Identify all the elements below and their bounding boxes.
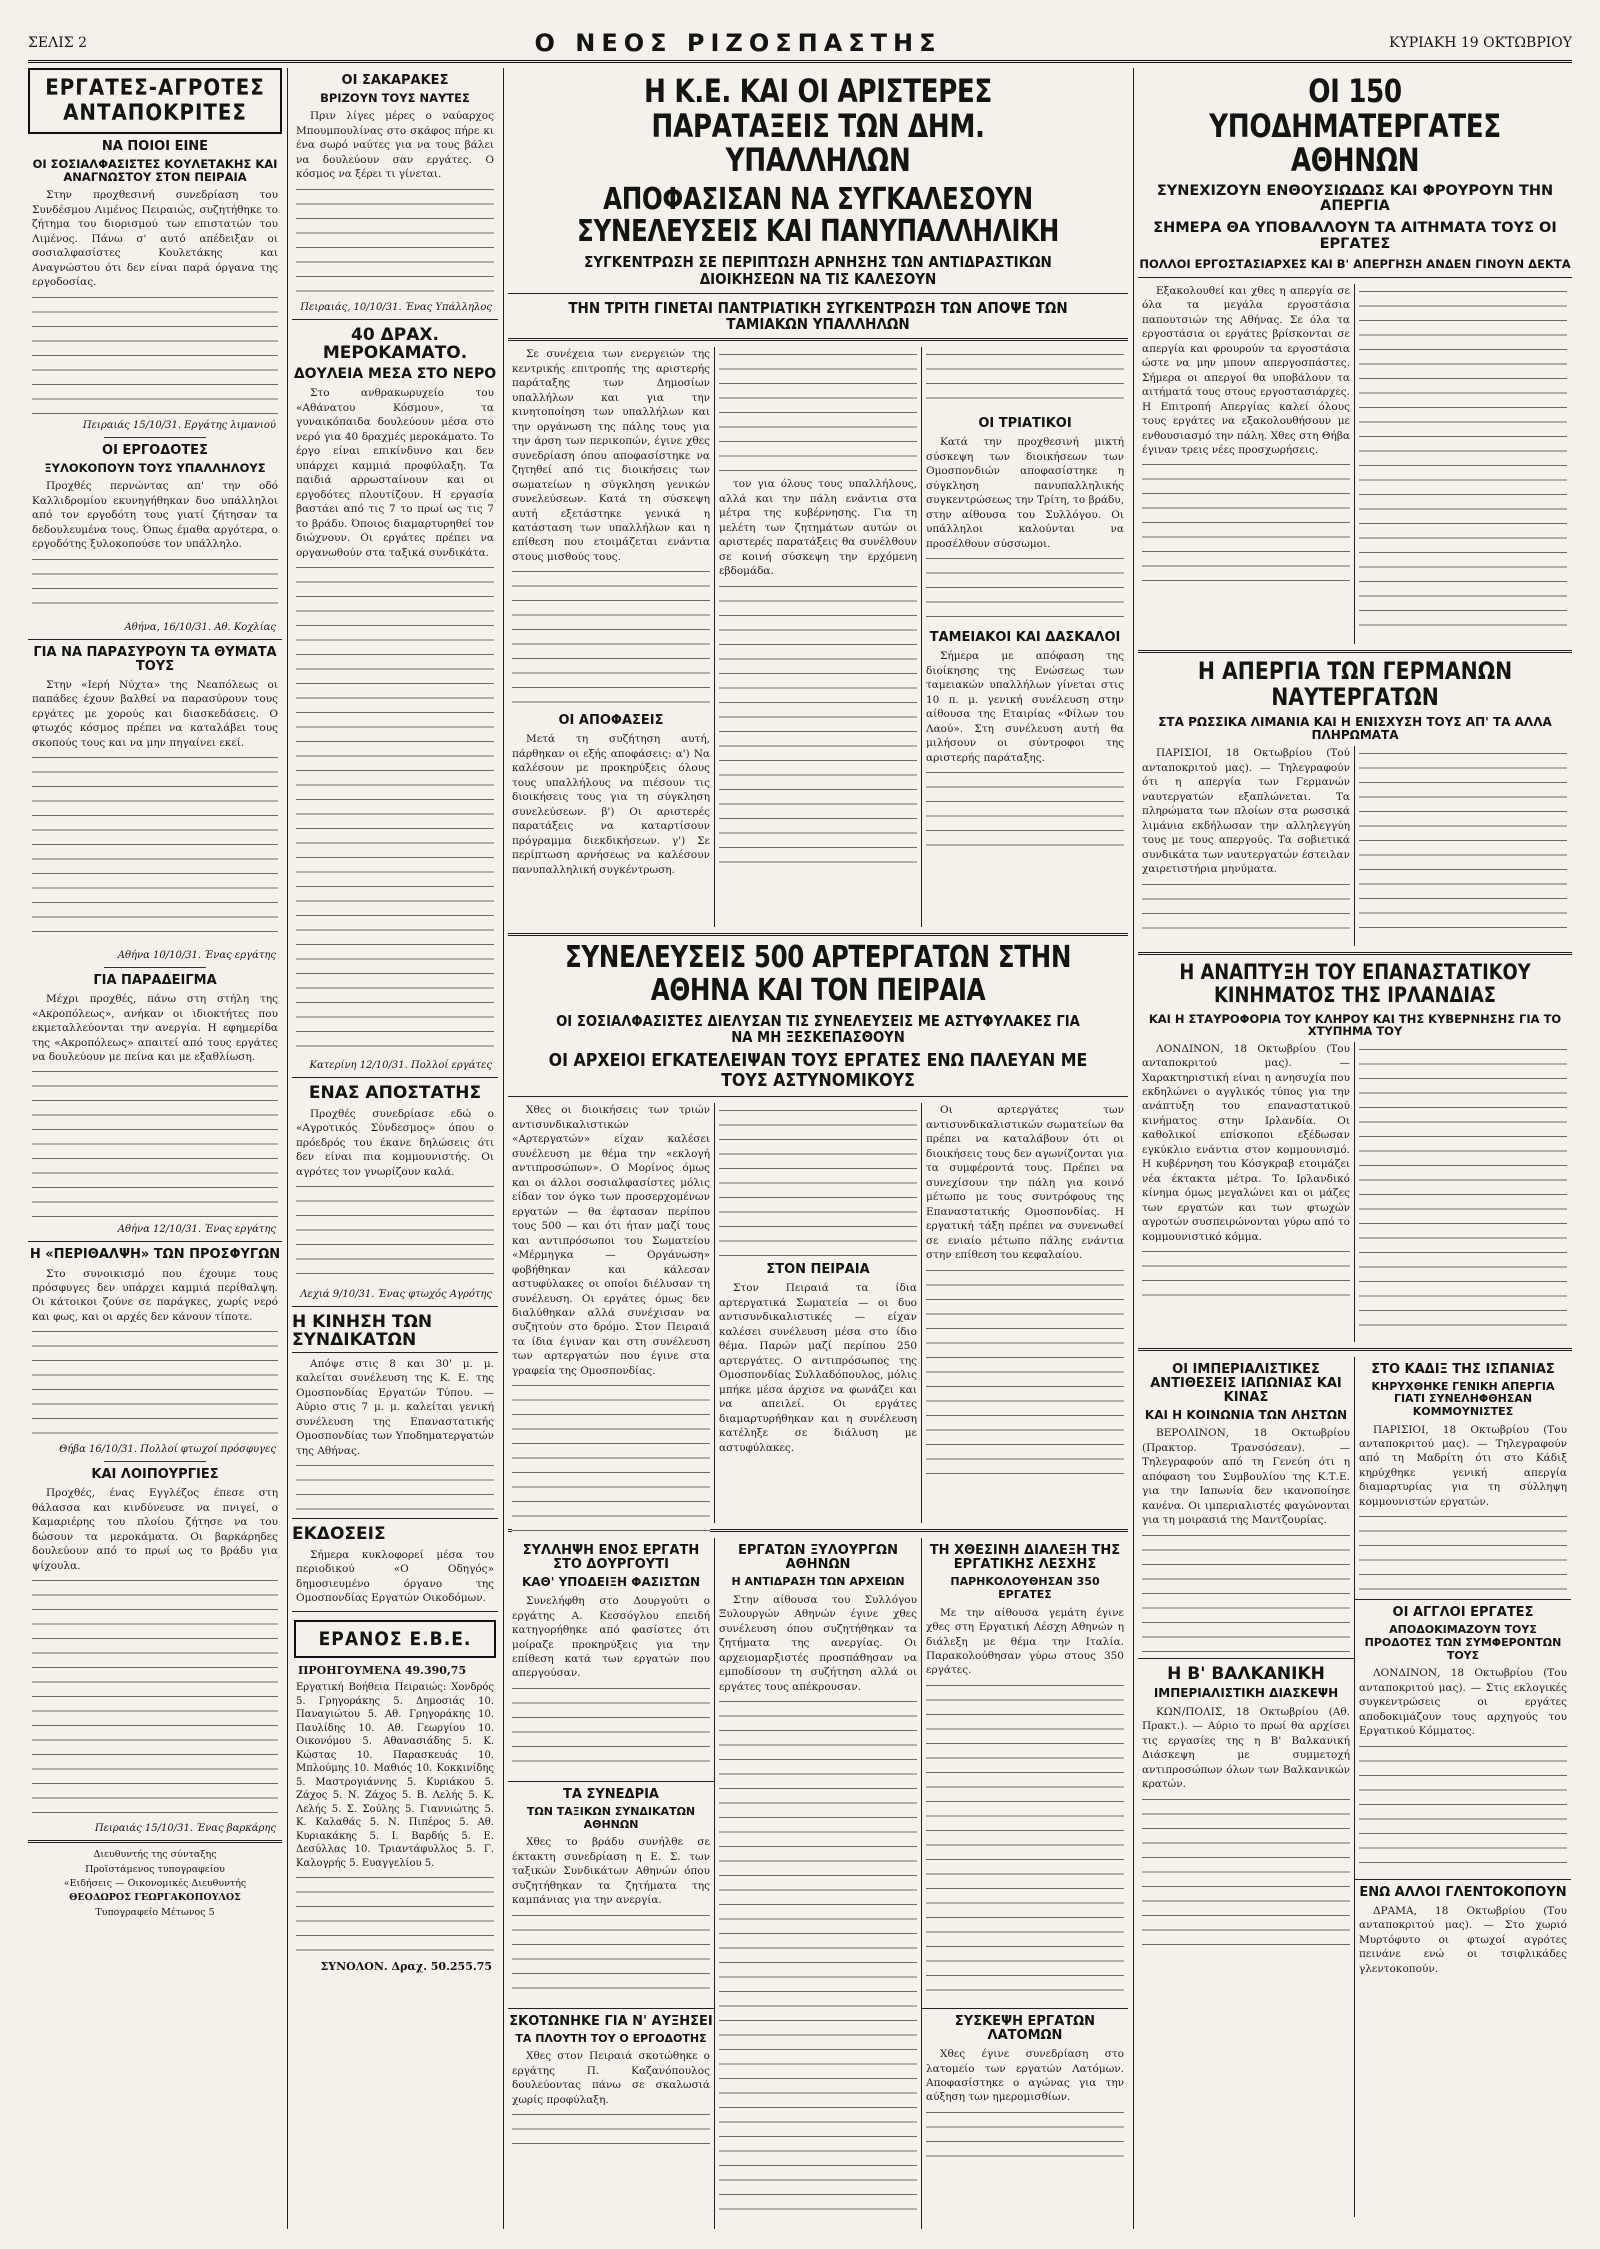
main-subheadline: ΣΥΓΚΕΝΤΡΩΣΗ ΣΕ ΠΕΡΙΠΤΩΣΗ ΑΡΝΗΣΗΣ ΤΩΝ ΑΝΤΙΔΡΑΣΤΙΚΩΝ ΔΙΟΙΚΗΣΕΩΝ ΝΑ ΤΙΣ ΚΑΛΕΣΟΥΝ [584,253,1052,288]
main-subheadline-2: ΤΗΝ ΤΡΙΤΗ ΓΙΝΕΤΑΙ ΠΑΝΤΡΙΑΤΙΚΗ ΣΥΓΚΕΝΤΡΩΣΗ ΤΩΝ ΑΠΟΨΕ ΤΩΝ ΤΑΜΙΑΚΩΝ ΥΠΑΛΛΗΛΩΝ [568,298,1068,333]
article-head: ΟΙ ΕΡΓΟΔΟΤΕΣ [102,442,208,458]
imprint-line: Τυπογραφείο Μέτωνος 5 [95,1906,215,1918]
article-head: 40 ΔΡΑΧ. ΜΕΡΟΚΑΜΑΤΟ. [322,324,468,364]
article-subhead: ΔΟΥΛΕΙΑ ΜΕΣΑ ΣΤΟ ΝΕΡΟ [293,366,497,383]
article-head: Η Β' ΒΑΛΚΑΝΙΚΗ [1167,1663,1325,1684]
article-body: Πριν λίγες μέρες ο ναύαρχος Μπουμπουλίνας στο σκάφος πήρε κι ένα σωρό ναύτες για να τους βάλει να δουλεύουν σαν εργάτες. Ο κόσμος να ξέρει τι γίνεται. [296,110,494,181]
masthead [28,26,1572,63]
divider [508,293,1128,294]
article-head: ΟΙ ΑΓΓΛΟΙ ΕΡΓΑΤΕΣ [1392,1605,1534,1621]
article-body: Στην προχθεσινή συνεδρίαση του Συνδέσμου Λιμένος Πειραιώς, συζητήθηκε το ζήτημα του διορισμού των επιστατών του Λιμένος. Πάνω σ' αυτό απέδειξαν οι σοσιαλφασίστες Κουλετάκης και Αναγνώστου ότι δεν είναι παρά όργανα της εργοδοσίας. [32,189,278,289]
article-body: Με την αίθουσα γεμάτη έγινε χθες στη Εργατική Λέσχη Αθηνών η διάλεξη με θέμα την Ιταλία. Παρακολούθησαν γύρω στους 350 εργάτες. [926,1606,1124,1677]
ireland-subheadline: ΚΑΙ Η ΣΤΑΥΡΟΦΟΡΙΑ ΤΟΥ ΚΛΗΡΟΥ ΚΑΙ ΤΗΣ ΚΥΒΕΡΝΗΣΗΣ ΓΙΑ ΤΟ ΧΤΥΠΗΜΑ ΤΟΥ [1148,1011,1562,1039]
divider [104,1461,206,1462]
article-body: Προχθές, ένας Εγγλέζος έπεσε στη θάλασσα και κινδύνευσε να πνιγεί, ο Καμαριέρης του πλοίου ζήτησε να του δώσουν τα μεροκάματα. Οι βαρκάρηδες δουλεύουν από το πρωί ως το βράδυ για ψίχουλα. [32,1487,278,1572]
main-headline: Η Κ.Ε. ΚΑΙ ΟΙ ΑΡΙΣΤΕΡΕΣ ΠΑΡΑΤΑΞΕΙΣ ΤΩΝ ΔΗΜ. ΥΠΑΛΛΗΛΩΝ [644,72,992,180]
article-text-continued [512,1685,710,1775]
article-text-continued [926,1267,1124,1477]
article-body: Χθες έγινε συνεδρίαση στο λατομείο των εργατών Λατόμων. Αποφασίστηκε ο αγώνας για την αύξηση των ημερομισθίων. [926,2048,1124,2104]
article-text-continued [512,1382,710,1532]
article-subhead: ΙΜΠΕΡΙΑΛΙΣΤΙΚΗ ΔΙΑΣΚΕΨΗ [1153,1686,1339,1701]
story-column [714,347,921,927]
divider [508,1096,1128,1097]
article-head: ΟΙ ΣΑΚΑΡΑΚΕΣ [341,73,449,88]
divider [508,2008,714,2009]
lower-briefs [508,1538,1128,2229]
article-body: Στην αίθουσα του Συλλόγου Ξυλουργών Αθηνών έγινε χθες συνέλευση όπου συζητήθηκαν τα ζητήματα της ανεργίας. Οι αρχειομαρξιστές προσπάθησαν να εμποδίσουν τη συζήτηση αλλά οι εργάτες τους απέκρουσαν. [719,1593,917,1693]
article-text-continued [1359,1046,1567,1326]
main-story-columns [508,347,1128,927]
article-head: ΟΙ ΑΠΟΦΑΣΕΙΣ [558,713,664,729]
article-body: ΚΩΝ/ΠΟΛΙΣ, 18 Οκτωβρίου (Αθ. Πρακτ.). — Αύριο το πρωί θα αρχίσει τις εργασίες της η Β' Βαλκανική Διάσκεψη με συμμετοχή αντιπροσώπων όλων των Βαλκανικών κρατών. [1142,1705,1350,1791]
article-signature: Κατερίνη 12/10/31. Πολλοί εργάτες [309,1060,492,1072]
divider [508,933,1128,936]
divider [292,1077,498,1078]
column-4 [1138,68,1572,2229]
fund-drive-heading: ΕΡΑΝΟΣ Ε.Β.Ε. [294,1620,496,1658]
article-text-continued [32,556,278,616]
german-strike-headline: Η ΑΠΕΡΓΙΑ ΤΩΝ ΓΕΡΜΑΝΩΝ ΝΑΥΤΕΡΓΑΤΩΝ [1197,656,1513,711]
article-text-continued [296,1183,494,1283]
unions-movement-heading: Η ΚΙΝΗΣΗ ΤΩΝ ΣΥΝΔΙΚΑΤΩΝ [292,1313,498,1353]
shoemakers-headline: ΟΙ 150 ΥΠΟΔΗΜΑΤΕΡΓΑΤΕΣ ΑΘΗΝΩΝ [1209,72,1501,180]
divider [508,1781,714,1782]
article-subhead: ΤΩΝ ΤΑΞΙΚΩΝ ΣΥΝΔΙΚΑΤΩΝ ΑΘΗΝΩΝ [526,1805,696,1831]
column-rule [503,68,504,2229]
article-head: ΣΥΛΛΗΨΗ ΕΝΟΣ ΕΡΓΑΤΗ ΣΤΟ ΔΟΥΡΓΟΥΤΙ [522,1543,700,1573]
article-body: Χθες στον Πειραιά σκοτώθηκε ο εργάτης Π. Καζανόπουλος δουλεύοντας πάνω σε σκαλωσιά χωρίς προφύλαξη. [512,2050,710,2106]
article-text-continued [512,2111,710,2151]
story-column [921,1103,1128,1523]
article-body: ΠΑΡΙΣΙΟΙ, 18 Οκτωβρίου (Τού ανταποκριτού μας). — Τηλεγραφούν ότι η απεργία των Γερμανών ναυτεργατών εξαπλώνεται. Τα πληρώματα των πλοίων στα ρωσσικά λιμάνια εκδήλωσαν την αλληλεγγύη τους με τους απεργούς. Τα σοβιετικά συνδικάτα των ναυτεργατών έστειλαν χαιρετιστήρια μηνύματα. [1142,747,1350,876]
article-text-continued [32,754,278,944]
divider [104,967,206,968]
article-text-continued [1142,1532,1350,1652]
article-body: Οι αρτεργάτες των αντισυνδικαλιστικών σωματείων θα πρέπει να καταλάβουν ότι οι διοικήσεις τους δεν αγωνίζονται για τα συμφέροντά τους. Πρέπει να συνεχίσουν την πάλη για κοινό μέτωπο με τους συντρόφους της Επαναστατικής Ομοσπονδίας. Η εργατική τάξη πρέπει να συνενωθεί σε ενιαίο μέτωπο πάλης ενάντια στην επίθεση του κεφαλαίου. [926,1104,1124,1262]
section-box-correspondents: ΕΡΓΑΤΕΣ-ΑΓΡΟΤΕΣ ΑΝΤΑΠΟΚΡΙΤΕΣ [28,68,282,134]
shoemakers-subheadline: ΣΥΝΕΧΙΖΟΥΝ ΕΝΘΟΥΣΙΩΔΩΣ ΚΑΙ ΦΡΟΥΡΟΥΝ ΤΗΝ ΑΠΕΡΓΙΑ [1156,182,1554,215]
article-subhead: ΚΑΙ Η ΚΟΙΝΩΝΙΑ ΤΩΝ ΛΗΣΤΩΝ [1144,1407,1348,1422]
article-text-continued [32,1577,278,1817]
divider [28,1840,282,1843]
article-head: Η «ΠΕΡΙΘΑΛΨΗ» ΤΩΝ ΠΡΟΣΦΥΓΩΝ [29,1247,281,1263]
article-head: ΟΙ ΙΜΠΕΡΙΑΛΙΣΤΙΚΕΣ ΑΝΤΙΘΕΣΕΙΣ ΙΑΠΩΝΙΑΣ ΚΑΙ ΚΙΝΑΣ [1150,1361,1342,1405]
article-text-continued [32,1328,278,1438]
article-body: Προχθές συνεδρίασε εδώ ο «Αγροτικός Σύνδεσμος» όπου ο πρόεδρός του έκανε δηλώσεις ότι δεν είναι πια κομμουνιστής. Οι αγρότες τον γνωρίζουν καλά. [296,1107,494,1178]
imprint-line: Προϊστάμενος τυπογραφείου [85,1863,225,1875]
column-2 [292,68,498,2229]
shoemakers-subheadline-2: ΣΗΜΕΡΑ ΘΑ ΥΠΟΒΑΛΛΟΥΝ ΤΑ ΑΙΤΗΜΑΤΑ ΤΟΥΣ ΟΙ ΕΡΓΑΤΕΣ [1153,219,1557,252]
article-body: ΒΕΡΟΛΙΝΟΝ, 18 Οκτωβρίου (Πρακτορ. Τρανσόσεαν). — Τηλεγραφούν από τη Γενεύη ότι η απόφαση του Συμβουλίου της Κ.Τ.Ε. για την Ιαπωνία δεν ικανοποίησε κανένα. Οι ιμπεριαλιστές φαγώνονται για τη μοιρασιά της Μαντζουρίας. [1142,1427,1350,1527]
article-head: ΟΙ ΤΡΙΑΤΙΚΟΙ [978,416,1072,432]
story-column [921,1538,1128,2229]
bakers-subheadline: ΟΙ ΣΟΣΙΑΛΦΑΣΙΣΤΕΣ ΔΙΕΛΥΣΑΝ ΤΙΣ ΣΥΝΕΛΕΥΣΕΙΣ ΜΕ ΑΣΤΥΦΥΛΑΚΕΣ ΓΙΑ ΝΑ ΜΗ ΞΕΣΚΕΠΑΣΘΟΥΝ [556,1011,1080,1047]
divider [1138,650,1572,653]
article-text-continued [1142,1796,1350,1946]
imprint-line: «Ειδήσεις — Οικονομικές Διευθυντής [63,1878,247,1890]
article-signature: Θήβα 16/10/31. Πολλοί φτωχοί πρόσφυγες [59,1444,276,1456]
story-column [1354,1357,1571,2217]
article-text-continued [296,564,494,1054]
article-body: Απόψε στις 8 και 30' μ. μ. καλείται συνέλευση της Κ. Ε. της Ομοσπονδίας Εργατών Τύπου. — Αύριο στις 7 μ. μ. καλείται γενική συνέλευση της Επαναστατικής Ομοσπονδίας των Υποδηματεργατών της Αθήνας. [296,1357,494,1457]
article-subhead: Η ΑΝΤΙΔΡΑΣΗ ΤΩΝ ΑΡΧΕΙΩΝ [731,1575,905,1589]
foreign-briefs [1138,1357,1572,2217]
divider [1355,1879,1571,1880]
article-text-continued [1142,881,1350,931]
article-text-continued [926,351,1124,411]
article-text-continued [1359,750,1567,930]
article-head: ΕΝΑΣ ΑΠΟΣΤΑΤΗΣ [308,1083,482,1104]
article-text-continued [512,1912,710,2002]
article-subhead: ΤΑ ΠΛΟΥΤΗ ΤΟΥ Ο ΕΡΓΟΔΟΤΗΣ [515,2031,707,2045]
fund-contributors-list: Εργατική Βοήθεια Πειραιώς: Χονδρός 5. Γρηγοράκης 5. Δημοσιάς 10. Παναγιώτου 5. Αθ. Γρηγοράκης 10. Παυλίδης 10. Αθ. Γεωργίου 10. Οικονόμου 5. Αθανασιάδης 5. Κ. Κώστας 10. Παρασκευάς 10. Μπλούμης 10. Μαθιός 10. Κοκκινίδης 5. Μαστρογιάννης 5. Κυριάκου 5. Ζάχος 5. Ν. Ζάχος 5. Β. Λελής 5. Κ. Λελής 5. Σ. Σούλης 5. Γιαννιώτης 5. Κ. Καλαθάς 5. Ν. Πιπέρος 5. Αθ. Κυριακάκης 5. Ι. Βαρδής 5. Ε. Δεσύλλας 10. Τριαντάφυλλος 5. Γ. Καλογρής 5. Ευαγγελίου 5. [296,1682,494,1869]
divider [1138,952,1572,955]
story-column [1354,284,1571,644]
article-text-continued [32,1068,278,1218]
article-text-continued [296,186,494,296]
article-body: Στην «Ιερή Νύχτα» της Νεαπόλεως οι παπάδες έχουν βαλθεί να παρασύρουν τους εργάτες με χορούς και διασκεδάσεις. Ο φτωχός κόσμος πρέπει να καταλάβει τους σκοπούς τους και να μην πηγαίνει εκεί. [32,678,278,749]
article-body: Χθες το βράδυ συνήλθε σε έκτακτη συνεδρίαση η Ε. Σ. των ταξικών Συνδικάτων Αθηνών όπου συζητήθηκαν τα ζητήματα της καμπάνιας για την ανεργία. [512,1836,710,1907]
article-signature: Πειραιάς 15/10/31. Ένας βαρκάρης [94,1823,276,1835]
article-signature: Πειραιάς, 10/10/31. Ένας Υπάλληλος [300,301,492,313]
article-head: ΣΥΣΚΕΨΗ ΕΡΓΑΤΩΝ ΛΑΤΟΜΩΝ [954,2013,1096,2043]
story-column [508,347,714,927]
fund-grand-total: ΣΥΝΟΛΟΝ. Δραχ. 50.255.75 [320,1960,492,1974]
column-rule [1133,68,1134,2229]
article-head: ΣΚΟΤΩΝΗΚΕ ΓΙΑ Ν' ΑΥΞΗΣΕΙ [509,2013,713,2029]
bakers-story-columns [508,1103,1128,1523]
article-text-continued [719,1698,917,2218]
masthead-right: ΚΥΡΙΑΚΗ 19 ΟΚΤΩΒΡΙΟΥ [1389,35,1572,51]
divider [1355,1599,1571,1600]
article-body: Χθες οι διοικήσεις των τριών αντισυνδικαλιστικών «Αρτεργατών» είχαν καλέσει συνέλευση με θέμα την «εκλογή αντιπροσώπων». Ο Μορίνος όμως και οι άλλοι σοσιαλφασίστες μόλις είδαν τον όγκο των προσερχομένων εργατών — θα έφτασαν περίπου τους 500 — και ότι ήταν μαζί τους και αντιπρόσωποι του Σωματείου «Μέρμηγκα — Οργάνωση» φοβήθηκαν και κάλεσαν αστυφύλακες οι οποίοι διέλυσαν τη συνέλευση. Οι εργάτες όμως δεν διαλύθηκαν αλλά συνέχισαν να συζητούν στο δρόμο. Στον Πειραιά τα ίδια έγιναν και στη συνέλευση των αρτεργατών που έγινε στα γραφεία της Ομοσπονδίας. [512,1104,710,1377]
article-text-continued [719,583,917,873]
article-head: ΣΤΟΝ ΠΕΙΡΑΙΑ [766,1262,870,1278]
story-column [1138,284,1354,644]
divider [922,2008,1128,2009]
article-head: ΕΡΓΑΤΩΝ ΞΥΛΟΥΡΓΩΝ ΑΘΗΝΩΝ [738,1543,898,1573]
divider [104,437,206,438]
article-text-continued [1359,1513,1567,1593]
story-column [921,347,1128,927]
article-body: Σήμερα κυκλοφορεί μέσα του περιοδικού «Ο Οδηγός» δημοσιευμένο όργανο της Ομοσπονδίας Εργατών Οικοδόμων. [296,1548,494,1604]
article-signature: Λεχιά 9/10/31. Ένας φτωχός Αγρότης [300,1289,492,1301]
article-body: Προχθές περνώντας απ' την οδό Καλλιδρομίου εκυνηγήθηκαν δυο υπάλληλοι από τον εργοδότη τους γιατί ζήτησαν τα δεδουλευμένα τους. Όπως έμαθα αργότερα, ο εργοδότης ξυλοκοπούσε τον υπάλληλο. [32,480,278,551]
bakers-subheadline-2: ΟΙ ΑΡΧΕΙΟΙ ΕΓΚΑΤΕΛΕΙΨΑΝ ΤΟΥΣ ΕΡΓΑΤΕΣ ΕΝΩ ΠΑΛΕΥΑΝ ΜΕ ΤΟΥΣ ΑΣΤΥΝΟΜΙΚΟΥΣ [548,1050,1088,1091]
bakers-headline: ΣΥΝΕΛΕΥΣΕΙΣ 500 ΑΡΤΕΡΓΑΤΩΝ ΣΤΗΝ ΑΘΗΝΑ ΚΑΙ ΤΟΝ ΠΕΙΡΑΙΑ [564,940,1071,1008]
ireland-headline: Η ΑΝΑΠΤΥΞΗ ΤΟΥ ΕΠΑΝΑΣΤΑΤΙΚΟΥ ΚΙΝΗΜΑΤΟΣ ΤΗΣ ΙΡΛΑΝΔΙΑΣ [1179,960,1531,1008]
story-column [714,1103,921,1523]
article-subhead: ΞΥΛΟΚΟΠΟΥΝ ΤΟΥΣ ΥΠΑΛΛΗΛΟΥΣ [44,460,266,475]
article-subhead: ΑΠΟΔΟΚΙΜΑΖΟΥΝ ΤΟΥΣ ΠΡΟΔΟΤΕΣ ΤΩΝ ΣΥΜΦΕΡΟΝΤΩΝ ΤΟΥΣ [1364,1623,1562,1662]
masthead-left: ΣΕΛΙΣ 2 [28,35,88,51]
divider [292,319,498,320]
article-text-continued [296,1462,494,1512]
story-column [1138,1357,1354,2217]
divider [28,639,282,640]
publications-heading: ΕΚΔΟΣΕΙΣ [292,1524,386,1545]
article-text-continued [719,1107,917,1257]
article-text-continued [1142,1248,1350,1308]
story-column [508,1538,714,2229]
article-body: Μετά τη συζήτηση αυτή, πάρθηκαν οι εξής αποφάσεις: α') Να καλέσουν με προκηρύξεις όλους τους υπαλλήλους να πιέσουν τις διοικήσεις τους για τη σύγκληση συνελεύσεων. β') Οι αριστερές παρατάξεις να καταρτίσουν πρόγραμμα διεκδικήσεων. γ') Σε περίπτωση αρνήσεως να καλέσουν πανυπαλληλική συγκέντρωση. [512,733,710,876]
story-two-columns [1138,1042,1572,1342]
article-text-continued [512,568,710,708]
article-body: Συνελήφθη στο Δουργούτι ο εργάτης Α. Κεσσόγλου επειδή κατηγορήθηκε από φασίστες ότι μοίραζε προκηρύξεις για την επίθεση κατά των εργατών που απεργούσαν. [512,1595,710,1680]
article-body: Εξακολουθεί και χθες η απεργία σε όλα τα μεγάλα εργοστάσια παπουτσιών της Αθήνας. Σε όλα τα εργοστάσια οι εργάτες βρίσκονται σε απεργία και φρουρούν τα εργοστάσια ώστε να μην μπουν απεργοσπάστες. Σήμερα οι απεργοί θα υποβάλουν τα αιτήματά τους στους εργοστασιάρχες. Η Επιτροπή Απεργίας καλεί όλους τους εργάτες να εξακολουθήσουν με ενθουσιασμό την πάλη. Χθες στη Θήβα έγιναν τρεις νέες προσχωρήσεις. [1142,284,1350,456]
article-subhead: ΚΗΡΥΧΘΗΚΕ ΓΕΝΙΚΗ ΑΠΕΡΓΙΑ ΓΙΑΤΙ ΣΥΝΕΛΗΦΘΗΣΑΝ ΚΟΜΜΟΥΝΙΣΤΕΣ [1371,1379,1555,1418]
article-subhead: ΠΑΡΗΚΟΛΟΥΘΗΣΑΝ 350 ΕΡΓΑΤΕΣ [950,1575,1100,1601]
article-text-continued [926,555,1124,625]
divider [28,1241,282,1242]
article-head: ΣΤΟ ΚΑΔΙΞ ΤΗΣ ΙΣΠΑΝΙΑΣ [1371,1361,1555,1377]
article-subhead: ΒΡΙΖΟΥΝ ΤΟΥΣ ΝΑΥΤΕΣ [320,91,470,106]
article-body: Στο συνοικισμό που έχουμε τους πρόσφυγες δεν υπάρχει καμμιά περίθαλψη. Οι κάτοικοι ζούνε σε παράγκες, χωρίς νερό και φως, και οι αρχές δεν κάνουν τίποτε. [32,1267,278,1323]
divider [292,1306,498,1307]
article-text-continued [1359,1743,1567,1873]
article-body: Σε συνέχεια των ενεργειών της κεντρικής επιτροπής της αριστερής παράταξης των Δημοσίων υπαλλήλων και για την κινητοποίηση των υπαλλήλων και την οργάνωση της πάλης τους για την άρση των περικοπών, έγινε χθες συνεδρίαση όπου αποφασίστηκε να ζητηθεί από τις διοικήσεις των σωματείων η σύγκληση γενικών συνελεύσεων. Κατά τη σύσκεψη αυτή εξετάστηκε γενικά η κατάσταση των υπαλλήλων και η επίθεση που ετοιμάζεται ενάντια στους μισθούς τους. [512,348,710,563]
article-text-continued [719,351,917,471]
story-two-columns [1138,284,1572,644]
divider [1138,277,1572,278]
column-1 [28,68,282,2229]
article-subhead: ΚΑΘ' ΥΠΟΔΕΙΞΗ ΦΑΣΙΣΤΩΝ [521,1575,701,1590]
divider [1138,1348,1572,1351]
main-headline-2: ΑΠΟΦΑΣΙΣΑΝ ΝΑ ΣΥΓΚΑΛΕΣΟΥΝ ΣΥΝΕΛΕΥΣΕΙΣ ΚΑΙ ΠΑΝΥΠΑΛΛΗΛΙΚΗ [577,181,1059,250]
article-signature: Αθήνα 12/10/31. Ένας εργάτης [117,1224,276,1236]
story-column [508,1103,714,1523]
divider [1138,1658,1354,1659]
imprint-line: ΘΕΟΔΩΡΟΣ ΓΕΩΡΓΑΚΟΠΟΥΛΟΣ [69,1892,241,1904]
article-head: ΤΗ ΧΘΕΣΙΝΗ ΔΙΑΛΕΞΗ ΤΗΣ ΕΡΓΑΤΙΚΗΣ ΛΕΣΧΗΣ [929,1543,1121,1573]
divider [508,338,1128,341]
article-body: Μέχρι προχθές, πάνω στη στήλη της «Ακροπόλεως», ανήκαν οι ιδιοκτήτες που εκμεταλλεύονται την ανεργία. Η εφημερίδα της «Ακροπόλεως» απαιτεί από τους εργάτες να δουλεύουν με πείνα και με εξαθλίωση. [32,993,278,1063]
article-body: Σήμερα με απόφαση της διοίκησης της Ενώσεως των ταμειακών υπαλλήλων γίνεται στις 10 π. μ. γενική συνέλευση στην αίθουσα της Εταιρίας «Φίλων του Λαού». Στη συνέλευση αυτή θα μιλήσουν οι σύντροφοι της αριστερής παράταξης. [926,650,1124,764]
divider [292,1611,498,1612]
article-head: ΓΙΑ ΠΑΡΑΔΕΙΓΜΑ [93,973,217,989]
story-column [1354,1042,1571,1342]
imprint-line: Διευθυντής της σύνταξης [93,1849,217,1861]
article-body: τον για όλους τους υπαλλήλους, αλλά και την πάλη ενάντια στα μέτρα της κυβέρνησης. Για τη μελέτη των ζητημάτων αυτών οι αριστερές παρατάξεις θα συνέλθουν σε κοινή σύσκεψη την ερχόμενη εβδομάδα. [719,478,917,578]
article-body: ΛΟΝΔΙΝΟΝ, 18 Οκτωβρίου (Του ανταποκριτού μας). — Στις εκλογικές συγκεντρώσεις οι εργάτες αποδοκιμάζουν τους αρχηγούς του Εργατικού Κόμματος. [1359,1667,1567,1738]
divider [292,1518,498,1519]
article-text-continued [32,294,278,414]
article-head: ΤΑ ΣΥΝΕΔΡΙΑ [563,1786,659,1802]
article-body: ΔΡΑΜΑ, 18 Οκτωβρίου (Του ανταποκριτού μας). — Στο χωριό Μυρτόφυτο οι φτωχοί αγρότες πεινάνε ενώ οι τσιφλικάδες γλεντοκοπούν. [1359,1904,1567,1975]
fund-previous-total: ΠΡΟΗΓΟΥΜΕΝΑ 49.390,75 [298,1664,467,1678]
article-body: Κατά την προχθεσινή μικτή σύσκεψη των διοικήσεων των Ομοσπονδιών αποφασίστηκε η σύγκληση πανυπαλληλικής συγκεντρώσεως την Τρίτη, το βράδυ, στην αίθουσα του Συλλόγου. Οι υπάλληλοι καλούνται να προσέλθουν σύσσωμοι. [926,436,1124,550]
article-head: ΚΑΙ ΛΟΙΠΟΥΡΓΙΕΣ [91,1467,219,1483]
article-body: Στο ανθρακωρυχείο του «Αθάνατου Κόσμου», τα γυναικόπαιδα δουλεύουν μέσα στο νερό για 40 δραχμές μεροκάματο. Το έργο είναι επικίνδυνο και δεν υπάρχει καμμιά προφύλαξη. Τα παιδιά αρρωσταίνουν και οι εργοδότες πλουτίζουν. Η εργασία βαστάει από τις 7 το πρωί ως τις 7 το βράδυ. Όποιος διαμαρτυρηθεί τον διώχνουν. Οι εργάτες πρέπει να οργανωθούν στα ταξικά συνδικάτα. [296,387,494,559]
shoemakers-subheadline-3: ΠΟΛΛΟΙ ΕΡΓΟΣΤΑΣΙΑΡΧΕΣ ΚΑΙ Β' ΑΠΕΡΓΗΣΗ ΑΝΔΕΝ ΓΙΝΟΥΝ ΔΕΚΤΑ [1139,257,1571,272]
article-text-continued [296,1874,494,1954]
article-signature: Αθήνα, 16/10/31. Αθ. Κοχλίας [124,621,276,633]
story-column [1354,746,1571,946]
story-column [1138,1042,1354,1342]
column-3 [508,68,1128,2229]
article-text-continued [926,769,1124,859]
article-body: Στον Πειραιά τα ίδια αρτεργατικά Σωματεία — οι δυο αντισυνδικαλιστικές — είχαν καλέσει συνέλευση μέσα στο ίδιο θέμα. Παρών μαζί περίπου 250 αρτεργάτες. Ο αντιπρόσωπος της Ομοσπονδίας Συλλαδόπουλος, μόλις μπήκε μέσα άρχισε να φωνάζει και να απειλεί. Οι εργάτες διαμαρτυρήθηκαν και η συνέλευση κατέληξε σε διάλυση με αστυφύλακες. [719,1282,917,1454]
article-text-continued [1142,461,1350,591]
story-column [714,1538,921,2229]
story-column [1138,746,1354,946]
column-rule [287,68,288,2229]
article-head: ΕΝΩ ΑΛΛΟΙ ΓΛΕΝΤΟΚΟΠΟΥΝ [1359,1884,1567,1900]
article-head: ΓΙΑ ΝΑ ΠΑΡΑΣΥΡΟΥΝ ΤΑ ΘΥΜΑΤΑ ΤΟΥΣ [33,644,277,674]
article-head: ΝΑ ΠΟΙΟΙ ΕΙΝΕ [101,139,209,154]
article-body: ΛΟΝΔΙΝΟΝ, 18 Οκτωβρίου (Του ανταποκριτού μας). — Χαρακτηριστική είναι η ανησυχία που εκδηλώνει ο αγγλικός τύπος για την ανάπτυξη του επαναστατικού κινήματος στην Ιρλανδία. Οι καθολικοί επίσκοποι εξέδωσαν εγκύκλιο ενάντια στον κομμουνισμό. Η κυβέρνηση του Κόσγκραβ ετοιμάζει νέα έκτακτα μέτρα. Το Ιρλανδικό κίνημα όμως μεγαλώνει και οι μάζες των εργατών και των φτωχών αγροτών συσπειρώνονται γύρω από το κομμουνιστικό κόμμα. [1142,1042,1350,1243]
article-text-continued [1359,288,1567,628]
story-two-columns [1138,746,1572,946]
article-signature: Πειραιάς 15/10/31. Εργάτης λιμανιού [82,419,276,431]
article-subhead: ΟΙ ΣΟΣΙΑΛΦΑΣΙΣΤΕΣ ΚΟΥΛΕΤΑΚΗΣ ΚΑΙ ΑΝΑΓΝΩΣΤΟΥ ΣΤΟΝ ΠΕΙΡΑΙΑ [32,157,278,185]
german-strike-subheadline: ΣΤΑ ΡΩΣΣΙΚΑ ΛΙΜΑΝΙΑ ΚΑΙ Η ΕΝΙΣΧΥΣΗ ΤΟΥΣ ΑΠ' ΤΑ ΑΛΛΑ ΠΛΗΡΩΜΑΤΑ [1158,715,1552,743]
article-text-continued [926,1682,1124,2002]
article-head: ΤΑΜΕΙΑΚΟΙ ΚΑΙ ΔΑΣΚΑΛΟΙ [929,630,1121,646]
article-signature: Αθήνα 10/10/31. Ένας εργάτης [117,950,276,962]
article-text-continued [926,2109,1124,2169]
article-body: ΠΑΡΙΣΙΟΙ, 18 Οκτωβρίου (Του ανταποκριτού μας). — Τηλεγραφούν από τη Μαδρίτη ότι στο Κάδιξ κηρύχθηκε γενική απεργία διαμαρτυρίας για τη σύλληψη κομμουνιστών εργατών. [1359,1423,1567,1508]
masthead-title: Ο ΝΕΟΣ ΡΙΖΟΣΠΑΣΤΗΣ [534,29,942,57]
